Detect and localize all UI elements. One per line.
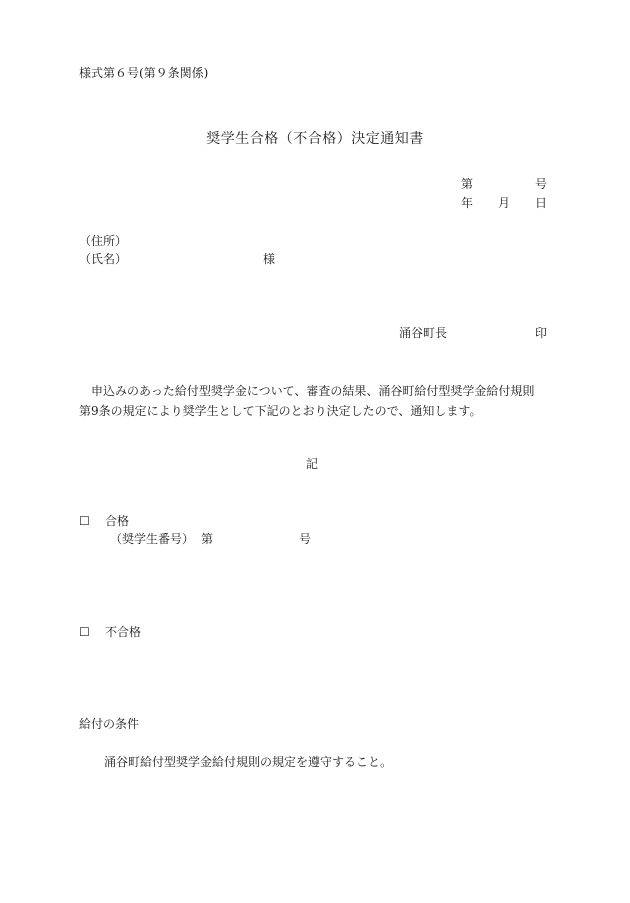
- fail-checkbox[interactable]: ☐: [79, 625, 90, 639]
- fail-label: 不合格: [105, 625, 142, 639]
- issuer-name: 涌谷町長: [399, 326, 448, 340]
- document-number-suffix: 号: [535, 177, 548, 191]
- note-heading: 記: [306, 457, 319, 471]
- document-number-prefix: 第: [461, 177, 474, 191]
- honorific: 様: [263, 252, 276, 266]
- body-text: [79, 381, 549, 421]
- conditions-heading: 給付の条件: [79, 717, 140, 731]
- document-title: 奨学生合格（不合格）決定通知書: [206, 131, 424, 147]
- body-line-1: 申込みのあった給付型奨学金について、審査の結果、涌谷町給付型奨学金給付規則: [91, 384, 535, 398]
- seal-mark: 印: [535, 326, 548, 340]
- body-line-2: 第9条の規定により奨学生として下記のとおり決定したので、通知します。: [79, 404, 482, 418]
- pass-label: 合格: [105, 514, 130, 528]
- pass-checkbox[interactable]: ☐: [79, 514, 90, 528]
- scholar-number-prefix: 第: [201, 532, 214, 546]
- scholar-number-suffix: 号: [299, 532, 312, 546]
- date-year: 年: [461, 196, 474, 210]
- address-label: （住所）: [79, 234, 128, 248]
- date-day: 日: [535, 196, 548, 210]
- date-month: 月: [498, 196, 511, 210]
- form-number: 様式第６号(第９条関係): [79, 66, 209, 80]
- conditions-text: 涌谷町給付型奨学金給付規則の規定を遵守すること。: [104, 755, 393, 769]
- scholar-number-label: （奨学生番号）: [110, 532, 195, 546]
- name-label: （氏名）: [79, 252, 128, 266]
